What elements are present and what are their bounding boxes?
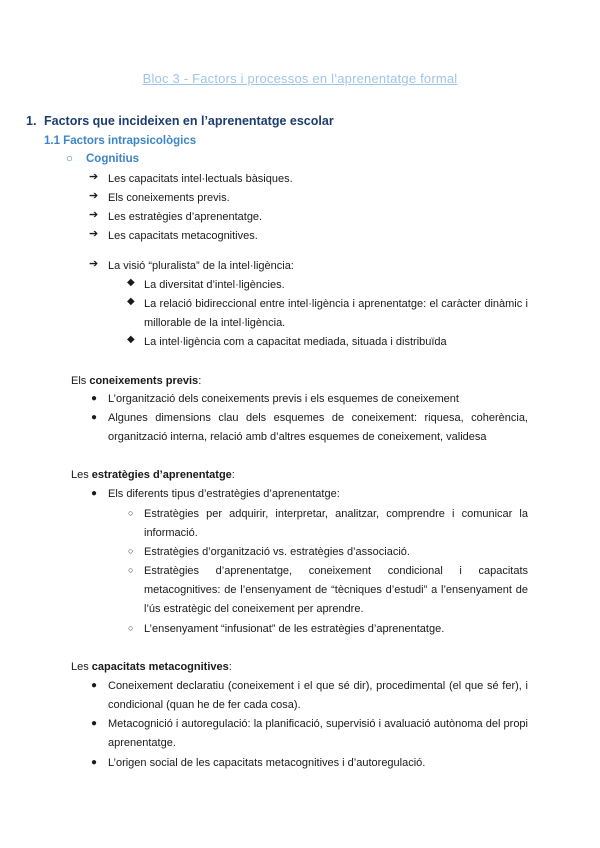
heading-bold: estratègies d’aprenentatge [91,469,232,481]
list-item: Algunes dimensions clau dels esquemes de coneixement: riquesa, coherència, organització interna, relació amb d’altres esquemes de coneixement, validesa [108,412,528,443]
dot-bullet-icon: ● [91,680,98,691]
heading-prefix: Les [71,661,92,673]
list-item: La visió “pluralista” de la intel·ligència: [108,260,294,272]
arrow-icon: ➔ [89,209,99,221]
paragraph-heading [71,372,201,391]
list-item: La intel·ligència com a capacitat mediada, situada i distribuïda [144,336,447,348]
circle-bullet-icon: ○ [128,546,134,556]
arrow-icon: ➔ [89,258,99,270]
dot-bullet-icon: ● [91,757,98,768]
list-item: L’organització dels coneixements previs i els esquemes de coneixement [108,393,459,405]
heading-bold: capacitats metacognitives [91,661,229,673]
subsubsection-heading-text: Cognitius [86,153,140,165]
section-number: 1. [26,114,37,128]
heading-prefix: Les [71,469,92,481]
diamond-bullet-icon: ◆ [127,277,135,288]
list-item: Les capacitats metacognitives. [108,230,258,242]
arrow-icon: ➔ [89,171,99,183]
paragraph-heading [71,658,232,677]
circle-bullet-icon: ○ [128,623,134,633]
list-item: Les capacitats intel·lectuals bàsiques. [108,173,293,185]
diamond-bullet-icon: ◆ [127,296,135,307]
document-title: Bloc 3 - Factors i processos en l’aprenentatge formal [142,71,458,86]
heading-suffix: : [198,375,202,387]
arrow-icon: ➔ [89,190,99,202]
sub-list-item: Estratègies d’organització vs. estratègies d’associació. [144,546,410,558]
diamond-bullet-icon: ◆ [127,334,135,345]
subsection-heading: 1.1 Factors intrapsicològics [44,135,197,147]
circle-bullet-icon: ○ [128,565,134,575]
dot-bullet-icon: ● [91,718,98,729]
list-item: La relació bidireccional entre intel·ligència i aprenentatge: el caràcter dinàmic i millorable de la intel·ligència. [144,298,528,329]
heading-prefix: Els [71,375,90,387]
dot-bullet-icon: ● [91,488,98,499]
section-heading-text: Factors que incideixen en l’aprenentatge escolar [44,114,334,128]
heading-suffix: : [228,661,232,673]
list-item: Els diferents tipus d’estratègies d’aprenentatge: [108,488,340,500]
circle-bullet-icon: ○ [128,508,134,518]
dot-bullet-icon: ● [91,393,98,404]
section-heading [26,114,334,128]
sub-list-item: L’ensenyament “infusionat” de les estratègies d’aprenentatge. [144,623,445,635]
heading-suffix: : [231,469,235,481]
list-item: Les estratègies d’aprenentatge. [108,211,263,223]
list-item: La diversitat d’intel·ligències. [144,279,285,291]
list-item: L’origen social de les capacitats metacognitives i d’autoregulació. [108,757,426,769]
list-item: Coneixement declaratiu (coneixement i el que sé dir), procedimental (el que sé fer), i condicional (quan he de fer cada cosa). [108,680,528,711]
paragraph-heading [71,466,235,485]
list-item: Els coneixements previs. [108,192,230,204]
sub-list-item: Estratègies per adquirir, interpretar, analitzar, comprendre i comunicar la informació. [144,508,528,539]
circle-bullet-icon: ○ [66,153,73,165]
sub-list-item: Estratègies d’aprenentatge, coneixement condicional i capacitats metacognitives: de l’ensenyament de “tècniques d’estudi” a l’ensenyament de l’ús estratègic del coneixement per aprendre. [144,565,528,615]
arrow-icon: ➔ [89,228,99,240]
heading-bold: coneixements previs [89,375,199,387]
subsubsection-heading [66,153,139,165]
dot-bullet-icon: ● [91,412,98,423]
list-item: Metacognició i autoregulació: la planificació, supervisió i avaluació autònoma del propi aprenentatge. [108,718,528,749]
